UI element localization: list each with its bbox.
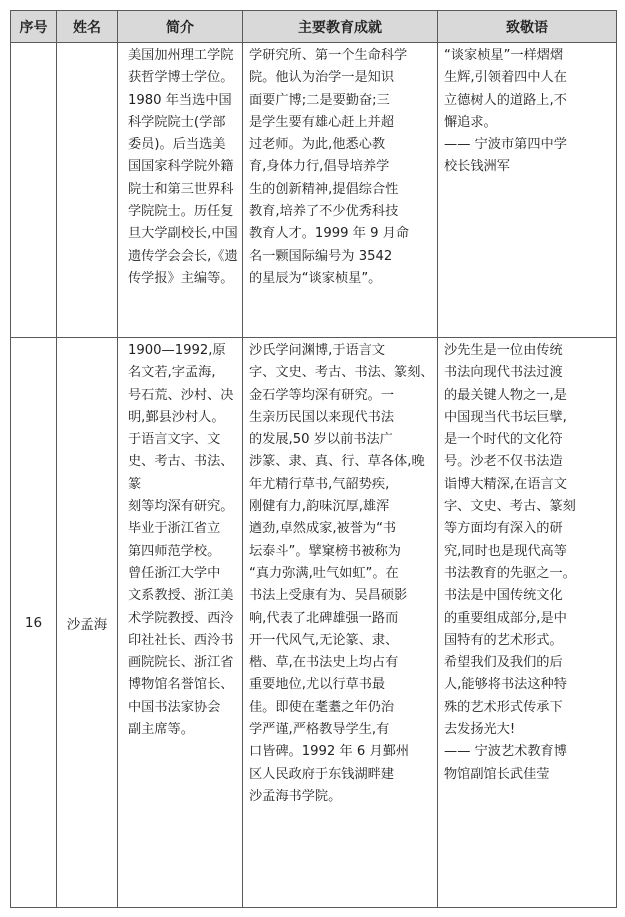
table-row	[11, 338, 617, 908]
header-tribute: 致敬语	[438, 11, 617, 43]
table-row	[11, 43, 617, 338]
header-name: 姓名	[57, 11, 118, 43]
header-intro: 简介	[118, 11, 243, 43]
achievements-text: 沙氏学问渊博,于语言文 字、文史、考古、书法、篆刻、 金石学等均深有研究。一 生亲历民国以来现代书法 的发展,50 岁以前书法广 涉篆、隶、真、行、草各体,晚 年尤精行草书,气韶势疾, 刚健有力,韵味沉厚,雄浑 遒劲,卓然成家,被誉为“书 坛泰斗”。擘窠榜书被称为 “真力弥满,吐气如虹”。在 书法上受康有为、吴昌硕影 响,代表了北碑雄强一路而 开一代风气,无论篆、隶、 楷、草,在书法史上均占有 重要地位,尤以行草书最 佳。即使在耄耋之年仍治 学严谨,严格教导学生,有 口皆碑。1992 年 6 月鄞州 区人民政府于东钱湖畔建 沙孟海书学院。	[249, 343, 434, 804]
row-achievements-cell	[243, 338, 438, 908]
tribute-text: “谈家桢星”一样熠熠 生辉,引领着四中人在 立德树人的道路上,不 懈追求。 —— 宁波市第四中学 校长钱洲军	[444, 48, 567, 175]
row-name-cell: 沙孟海	[57, 338, 118, 908]
intro-text: 美国加州理工学院 获哲学博士学位。 1980 年当选中国 科学院院士(学部 委员)。后当选美 国国家科学院外籍 院士和第三世界科 学院院士。历任复 旦大学副校长,中国 遗传学会会长,《遗 传学报》主编等。	[128, 48, 238, 286]
header-achievements: 主要教育成就	[243, 11, 438, 43]
row-index-cell: 16	[11, 338, 57, 908]
table-header-row	[11, 11, 617, 43]
row-name-cell	[57, 43, 118, 338]
row-tribute-cell	[438, 43, 617, 338]
educators-table	[10, 10, 617, 908]
row-intro-cell	[118, 43, 243, 338]
row-intro-cell	[118, 338, 243, 908]
achievements-text: 学研究所、第一个生命科学 院。他认为治学一是知识 面要广博;二是要勤奋;三 是学生要有雄心赶上并超 过老师。为此,他悉心教 育,身体力行,倡导培养学 生的创新精神,提倡综合性 教育,培养了不少优秀科技 教育人才。1999 年 9 月命 名一颗国际编号为 3542 的星辰为“谈家桢星”。	[249, 48, 410, 286]
row-tribute-cell	[438, 338, 617, 908]
tribute-text: 沙先生是一位由传统 书法向现代书法过渡 的最关键人物之一,是 中国现当代书坛巨擘, 是一个时代的文化符 号。沙老不仅书法造 诣博大精深,在语言文 字、文史、考古、篆刻 等方面均有深入的研 究,同时也是现代高等 书法教育的先驱之一。 书法是中国传统文化 的重要组成部分,是中 国特有的艺术形式。 希望我们及我们的后 人,能够将书法这种特 殊的艺术形式传承下 去发扬光大! —— 宁波艺术教育博 物馆副馆长武佳莹	[444, 343, 576, 782]
row-index-cell	[11, 43, 57, 338]
row-achievements-cell	[243, 43, 438, 338]
intro-text: 1900—1992,原 名文若,字孟海, 号石荒、沙村、决 明,鄞县沙村人。 于语言文字、文 史、考古、书法、篆 刻等均深有研究。 毕业于浙江省立 第四师范学校。 曾任浙江大学中 文系教授、浙江美 术学院教授、西泠 印社社长、西泠书 画院院长、浙江省 博物馆名誉馆长、 中国书法家协会 副主席等。	[128, 343, 234, 738]
header-index: 序号	[11, 11, 57, 43]
